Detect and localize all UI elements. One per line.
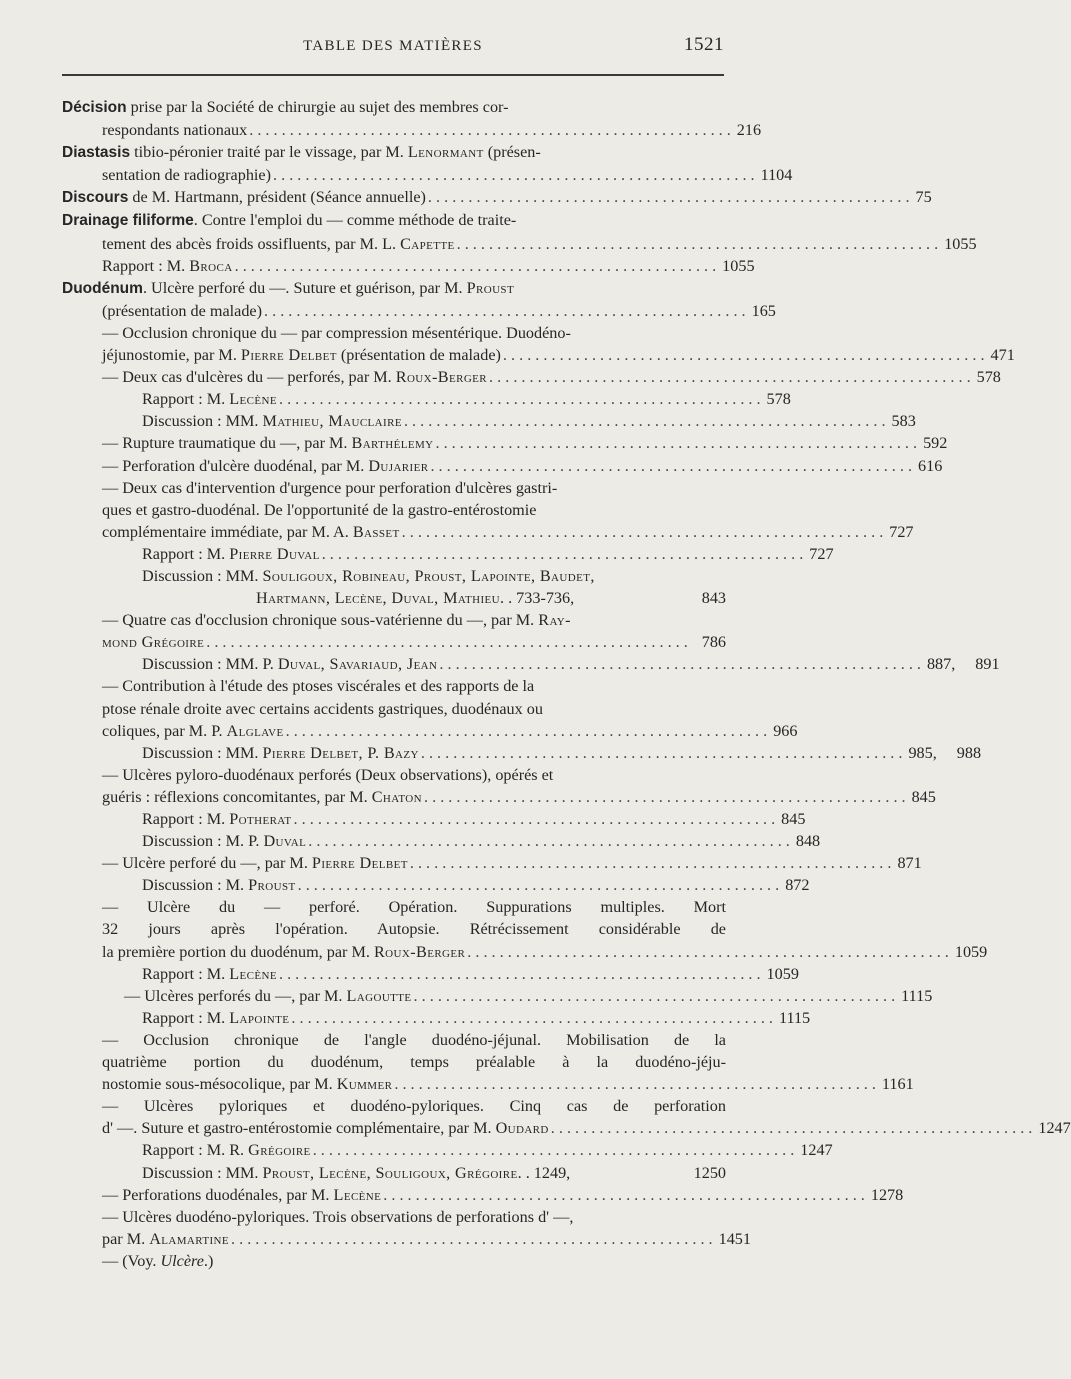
- header-rule: [62, 74, 724, 76]
- entry-text: . Ulcère perforé du —. Suture et guérison, par M.: [142, 278, 467, 297]
- leader-dots: . . . . . . . . . . . . . . . . . . . . . . . . . . . . . . . . . . . . . . . . . . . . . . . . . . . . . . . . . . . .: [297, 876, 780, 895]
- leader-dots: . . . . . . . . . . . . . . . . . . . . . . . . . . . . . . . . . . . . . . . . . . . . . . . . . . . . . . . . . . . .: [489, 368, 971, 387]
- entry-text: .): [203, 1251, 214, 1270]
- page-ref: 1115: [778, 1008, 811, 1027]
- leader-dots: . . . . . . . . . . . . . . . . . . . . . . . . . . . . . . . . . . . . . . . . . . . . . . . . . . . . . . . . . . . .: [435, 434, 918, 453]
- leader-dots: . . . . . . . . . . . . . . . . . . . . . . . . . . . . . . . . . . . . . . . . . . . . . . . . . . . . . . . . . . . .: [430, 456, 913, 475]
- entry-text: — Ulcères pyloro-duodénaux perforés (Deux observations), opérés et: [102, 765, 554, 784]
- entry-text: par M.: [102, 1229, 150, 1248]
- leader-dots: . . . . . . . . . . . . . . . . . . . . . . . . . . . . . . . . . . . . . . . . . . . . . . . . . . . . . . . . . . . .: [550, 1119, 1033, 1138]
- entry-text: Discussion : M. P.: [142, 832, 264, 851]
- author-name: Grégoire: [248, 1141, 311, 1160]
- entry-text: respondants nationaux: [102, 121, 248, 140]
- entry-text: Rapport : M.: [142, 390, 230, 409]
- page-ref: 786: [701, 633, 726, 652]
- leader-dots: . . . . . . . . . . . . . . . . . . . . . . . . . . . . . . . . . . . . . . . . . . . . . . . . . . . . . . . . . . . .: [312, 1141, 795, 1160]
- author-name: Duval: [263, 832, 307, 851]
- entry-text: coliques, par M. P.: [102, 721, 227, 740]
- page-ref: 165: [751, 301, 776, 320]
- author-name: Pierre Delbet, P. Bazy: [262, 743, 419, 762]
- page-ref: 1055: [722, 256, 755, 275]
- entry-text: tibio-péronier traité par le vissage, par M.: [130, 143, 408, 162]
- leader-dots: . . . . . . . . . . . . . . . . . . . . . . . . . . . . . . . . . . . . . . . . . . . . . . . . . . . . . . . . . . . .: [285, 721, 768, 740]
- page-ref: 1247: [1038, 1119, 1071, 1138]
- index-entry-drainage: [62, 209, 977, 276]
- entry-text: Rapport : M. R.: [142, 1141, 249, 1160]
- author-name: Lenormant: [407, 143, 484, 162]
- entry-text: (présentation de malade): [336, 346, 501, 365]
- leader-dots: . . . . . . . . . . . . . . . . . . . . . . . . . . . . . . . . . . . . . . . . . . . . . . . . . . . . . . . . . . . .: [409, 854, 892, 873]
- author-name: Lagoutte: [346, 986, 412, 1005]
- entry-text: — Ulcère du — perforé. Opération. Suppurations multiples. Mort: [102, 898, 726, 917]
- page-ref: 845: [911, 787, 936, 806]
- leader-dots: . . . . . . . . . . . . . . . . . . . . . . . . . . . . . . . . . . . . . . . . . . . . . . . . . . . . . . . . . . . .: [383, 1185, 865, 1204]
- entry-text: . . 733-736,: [499, 589, 575, 608]
- author-name: Alamartine: [149, 1229, 230, 1248]
- entry-text: — (Voy.: [102, 1251, 161, 1270]
- running-title: TABLE DES MATIÈRES: [303, 38, 483, 54]
- entry-text: — Quatre cas d'occlusion chronique sous-vatérienne du —, par M.: [102, 611, 539, 630]
- leader-dots: . . . . . . . . . . . . . . . . . . . . . . . . . . . . . . . . . . . . . . . . . . . . . . . . . . . . . . . . . . . .: [413, 986, 896, 1005]
- entry-text: — Occlusion chronique de l'angle duodéno-jéjunal. Mobilisation de la: [102, 1030, 726, 1049]
- page-ref: 1161: [881, 1075, 914, 1094]
- entry-text: quatrième portion du duodénum, temps préalable à la duodéno-jéju-: [102, 1053, 726, 1072]
- entry-text: d' —. Suture et gastro-entérostomie complémentaire, par M.: [102, 1119, 496, 1138]
- page-ref: 1278: [870, 1185, 904, 1204]
- leader-dots: . . . . . . . . . . . . . . . . . . . . . . . . . . . . . . . . . . . . . . . . . . . . . . . . . . . . . . . . . . . .: [427, 188, 910, 207]
- author-name: Pierre Delbet: [240, 346, 337, 365]
- page-ref: 1059: [954, 942, 988, 961]
- author-name: Capette: [400, 234, 455, 253]
- page-ref: 891: [975, 655, 1000, 674]
- entry-text: prise par la Société de chirurgie au sujet des membres cor-: [126, 98, 509, 116]
- author-name: Pierre Delbet: [311, 854, 408, 873]
- author-name: Pierre Duval: [229, 544, 320, 563]
- page-ref: 843: [701, 589, 726, 608]
- entry-text: . . 1249,: [517, 1163, 571, 1182]
- leader-dots: . . . . . . . . . . . . . . . . . . . . . . . . . . . . . . . . . . . . . . . . . . . . . . . . . . . . . . . . . . . .: [394, 1075, 876, 1094]
- entry-text: Discussion : M.: [142, 876, 249, 895]
- entry-text: ptose rénale droite avec certains accidents gastriques, duodénaux ou: [102, 699, 543, 718]
- page-ref: 727: [889, 522, 914, 541]
- author-name: Mathieu, Mauclaire: [262, 412, 402, 431]
- leader-dots: . . . . . . . . . . . . . . . . . . . . . . . . . . . . . . . . . . . . . . . . . . . . . . . . . . . . . . . . . . . .: [502, 346, 985, 365]
- author-name: Proust: [248, 876, 296, 895]
- author-name: Broca: [189, 256, 233, 275]
- author-name: Duval, Savariaud, Jean: [277, 655, 438, 674]
- leader-dots: . . . . . . . . . . . . . . . . . . . . . . . . . . . . . . . . . . . . . . . . . . . . . . . . . . . . . . . . . . . .: [308, 832, 790, 851]
- author-name: Dujarier: [368, 456, 429, 475]
- index-entry-discours: [62, 186, 932, 209]
- entry-text: . Contre l'emploi du — comme méthode de traite-: [193, 211, 517, 230]
- entry-text: guéris : réflexions concomitantes, par M.: [102, 787, 372, 806]
- page-ref: 592: [923, 434, 948, 453]
- entry-text: Rapport : M.: [142, 964, 230, 983]
- page-number: 1521: [684, 34, 724, 55]
- entry-heading: Drainage filiforme: [62, 212, 194, 230]
- page-ref: 871: [897, 854, 922, 873]
- entry-text: — Occlusion chronique du — par compression mésentérique. Duodéno-: [102, 323, 571, 342]
- entry-text: (présentation de malade): [102, 301, 263, 320]
- index-entry-decision: [62, 96, 762, 141]
- entry-text: Rapport : M.: [142, 544, 230, 563]
- entry-text: 32 jours après l'opération. Autopsie. Rétrécissement considérable de: [102, 920, 726, 939]
- entry-text: Rapport : M.: [142, 1008, 230, 1027]
- author-name: mond Grégoire: [102, 633, 205, 652]
- page-ref: 75: [915, 188, 932, 207]
- entry-text: la première portion du duodénum, par M.: [102, 942, 374, 961]
- entry-text: complémentaire immédiate, par M. A.: [102, 522, 353, 541]
- entry-heading: Décision: [62, 99, 127, 116]
- page-ref: 1247: [800, 1141, 833, 1160]
- entry-text: — Contribution à l'étude des ptoses viscérales et des rapports de la: [102, 677, 535, 696]
- entry-text: — Ulcère perforé du —, par M.: [102, 854, 312, 873]
- page-ref: 471: [990, 346, 1015, 365]
- leader-dots: . . . . . . . . . . . . . . . . . . . . . . . . . . . . . . . . . . . . . . . . . . . . . . . . . . . . . . . . . . . .: [424, 787, 906, 806]
- author-name: Chaton: [371, 787, 422, 806]
- leader-dots: . . . . . . . . . . . . . . . . . . . . . . . . . . . . . . . . . . . . . . . . . . . . . . . . . . . . . . . . . . . .: [439, 655, 921, 674]
- page-ref: 845: [781, 810, 806, 828]
- author-name: Lapointe: [229, 1008, 290, 1027]
- entry-text: — Deux cas d'intervention d'urgence pour perforation d'ulcères gastri-: [102, 478, 558, 497]
- author-name: Souligoux, Robineau, Proust, Lapointe, Baudet,: [262, 566, 595, 585]
- leader-dots: . . . . . . . . . . . . . . . . . . . . . . . . . . . . . . . . . . . . . . . . . . . . . . . . . . . . . . . . . . . .: [273, 166, 755, 185]
- author-name: Lecène: [229, 964, 277, 983]
- entry-text: — Deux cas d'ulcères du — perforés, par M.: [102, 368, 396, 387]
- leader-dots: . . . . . . . . . . . . . . . . . . . . . . . . . . . . . . . . . . . . . . . . . . . . . . . . . . . . . . . . . . . .: [467, 942, 949, 961]
- page-ref: 1451: [718, 1229, 751, 1248]
- entry-text: de M. Hartmann, président (Séance annuelle): [128, 188, 426, 207]
- page-ref: 578: [766, 390, 791, 409]
- leader-dots: . . . . . . . . . . . . . . . . . . . . . . . . . . . . . . . . . . . . . . . . . . . . . . . . . . . . . . . . . . . .: [206, 633, 688, 652]
- entry-text: Discussion : MM.: [142, 412, 263, 431]
- author-name: Proust: [466, 278, 515, 297]
- page-ref: 887,: [926, 655, 956, 674]
- author-name: Potherat: [229, 810, 292, 828]
- entry-text: — Ulcères perforés du —, par M.: [124, 986, 347, 1005]
- author-name: Roux-Berger: [373, 942, 466, 961]
- leader-dots: . . . . . . . . . . . . . . . . . . . . . . . . . . . . . . . . . . . . . . . . . . . . . . . . . . . . . . . . . . . .: [293, 810, 776, 828]
- entry-text: — Perforation d'ulcère duodénal, par M.: [102, 456, 369, 475]
- author-name: Alglave: [226, 721, 284, 740]
- entry-text: tement des abcès froids ossifluents, par M. L.: [102, 234, 401, 253]
- page-ref: 872: [785, 876, 810, 895]
- author-name: Proust, Lecène, Souligoux, Grégoire: [262, 1163, 518, 1182]
- page-ref: 966: [773, 721, 798, 740]
- leader-dots: . . . . . . . . . . . . . . . . . . . . . . . . . . . . . . . . . . . . . . . . . . . . . . . . . . . . . . . . . . . .: [456, 234, 939, 253]
- entry-text: — Ulcères duodéno-pyloriques. Trois observations de perforations d' —,: [102, 1207, 574, 1226]
- leader-dots: . . . . . . . . . . . . . . . . . . . . . . . . . . . . . . . . . . . . . . . . . . . . . . . . . . . . . . . . . . . .: [231, 1229, 713, 1248]
- entry-text: jéjunostomie, par M.: [102, 346, 241, 365]
- page-ref: 216: [736, 121, 762, 140]
- author-name: Hartmann, Lecène, Duval, Mathieu: [256, 589, 500, 608]
- entry-text: Discussion : MM.: [142, 1163, 263, 1182]
- page-ref: 1115: [901, 986, 933, 1005]
- author-name: Ray-: [538, 611, 571, 630]
- page-ref: 1104: [760, 166, 793, 185]
- leader-dots: . . . . . . . . . . . . . . . . . . . . . . . . . . . . . . . . . . . . . . . . . . . . . . . . . . . . . . . . . . . .: [249, 121, 731, 140]
- page-ref: 985,: [908, 743, 937, 762]
- page-ref: 616: [918, 456, 943, 475]
- entry-text: Discussion : MM. P.: [142, 655, 278, 674]
- page-ref: 848: [795, 832, 821, 851]
- entry-text: — Rupture traumatique du —, par M.: [102, 434, 352, 453]
- entry-text: — Ulcères pyloriques et duodéno-pyloriques. Cinq cas de perforation: [102, 1097, 726, 1116]
- page-ref: 1250: [693, 1163, 726, 1182]
- author-name: Lecène: [229, 390, 277, 409]
- page-ref: 727: [809, 544, 834, 563]
- entry-text: (présen-: [483, 143, 541, 162]
- page-ref: 1055: [944, 234, 977, 253]
- author-name: Barthélemy: [351, 434, 434, 453]
- page-ref: 988: [956, 743, 982, 762]
- leader-dots: . . . . . . . . . . . . . . . . . . . . . . . . . . . . . . . . . . . . . . . . . . . . . . . . . . . . . . . . . . . .: [234, 256, 717, 275]
- page-ref: 583: [891, 412, 916, 431]
- entry-text: Discussion : MM.: [142, 566, 263, 585]
- page-ref: 578: [976, 368, 1001, 387]
- author-name: Roux-Berger: [395, 368, 488, 387]
- author-name: Kummer: [336, 1075, 393, 1094]
- entry-heading: Diastasis: [62, 144, 131, 162]
- leader-dots: . . . . . . . . . . . . . . . . . . . . . . . . . . . . . . . . . . . . . . . . . . . . . . . . . . . . . . . . . . . .: [291, 1008, 773, 1027]
- leader-dots: . . . . . . . . . . . . . . . . . . . . . . . . . . . . . . . . . . . . . . . . . . . . . . . . . . . . . . . . . . . .: [278, 964, 761, 983]
- author-name: Oudard: [495, 1119, 549, 1138]
- leader-dots: . . . . . . . . . . . . . . . . . . . . . . . . . . . . . . . . . . . . . . . . . . . . . . . . . . . . . . . . . . . .: [403, 412, 886, 431]
- index-entry-duodenum: [62, 277, 1071, 1272]
- cross-reference: Ulcère: [160, 1251, 204, 1270]
- leader-dots: . . . . . . . . . . . . . . . . . . . . . . . . . . . . . . . . . . . . . . . . . . . . . . . . . . . . . . . . . . . .: [321, 544, 804, 563]
- index-entry-diastasis: [62, 141, 793, 186]
- entry-text: Rapport : M.: [102, 256, 190, 275]
- author-name: Lecène: [333, 1185, 382, 1204]
- entry-text: ques et gastro-duodénal. De l'opportunité de la gastro-entérostomie: [102, 500, 537, 519]
- leader-dots: . . . . . . . . . . . . . . . . . . . . . . . . . . . . . . . . . . . . . . . . . . . . . . . . . . . . . . . . . . . .: [420, 743, 903, 762]
- page-header: [62, 32, 724, 62]
- page-ref: 1059: [766, 964, 799, 983]
- leader-dots: . . . . . . . . . . . . . . . . . . . . . . . . . . . . . . . . . . . . . . . . . . . . . . . . . . . . . . . . . . . .: [401, 522, 884, 541]
- entry-text: sentation de radiographie): [102, 166, 272, 185]
- index-entries: [62, 96, 1071, 1272]
- leader-dots: . . . . . . . . . . . . . . . . . . . . . . . . . . . . . . . . . . . . . . . . . . . . . . . . . . . . . . . . . . . .: [264, 301, 746, 320]
- entry-text: Discussion : MM.: [142, 743, 263, 762]
- entry-text: Rapport : M.: [142, 810, 230, 828]
- entry-text: — Perforations duodénales, par M.: [102, 1185, 334, 1204]
- entry-heading: Discours: [62, 189, 129, 207]
- leader-dots: . . . . . . . . . . . . . . . . . . . . . . . . . . . . . . . . . . . . . . . . . . . . . . . . . . . . . . . . . . . .: [278, 390, 761, 409]
- entry-heading: Duodénum: [62, 279, 143, 297]
- author-name: Basset: [352, 522, 400, 541]
- entry-text: nostomie sous-mésocolique, par M.: [102, 1075, 337, 1094]
